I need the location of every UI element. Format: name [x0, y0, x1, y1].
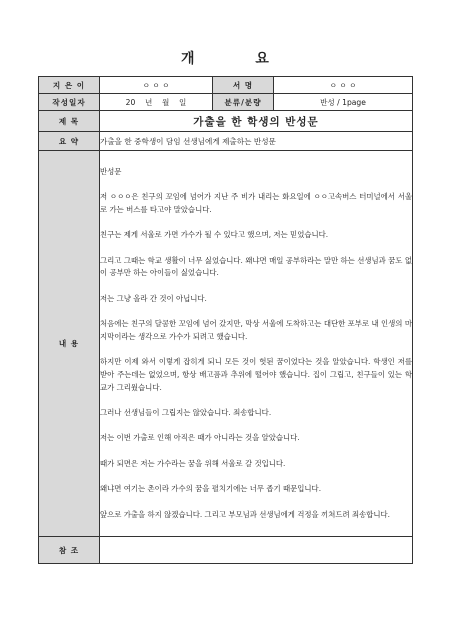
- author-value[interactable]: ㅇ ㅇ ㅇ: [100, 77, 213, 94]
- content-paragraph: 때가 되면은 저는 가수라는 꿈을 위해 서울로 갈 것입니다.: [100, 458, 286, 468]
- summary-form-table: [38, 76, 413, 564]
- subject-value[interactable]: 가출을 한 학생의 반성문: [100, 111, 413, 132]
- signature-label: 서 명: [213, 77, 274, 94]
- content-paragraph: 저는 이번 가출로 인해 아직은 때가 아니라는 것을 알았습니다.: [100, 433, 300, 443]
- content-paragraph: 친구는 제게 서울로 가면 가수가 될 수 있다고 했으며, 저는 믿었습니다.: [100, 230, 329, 240]
- content-paragraph: 처음에는 친구의 달콤한 꼬임에 넘어 갔지만, 막상 서울에 도착하고는 대단한 포부로 내 인생의 마지막이라는 생각으로 가수가 되려고 했습니다.: [100, 319, 412, 341]
- reference-label: 참 조: [39, 537, 100, 564]
- content-paragraph: 그리고 그때는 학교 생활이 너무 싫었습니다. 왜냐면 매일 공부하라는 말만 하는 선생님과 꿈도 없이 공부만 하는 아이들이 싫었습니다.: [100, 255, 412, 278]
- category-label: 분류/분량: [213, 94, 274, 111]
- summary-value[interactable]: 가출을 한 중학생이 담임 선생님에게 제출하는 반성문: [100, 132, 413, 151]
- content-body[interactable]: [100, 151, 413, 537]
- content-paragraph: 앞으로 가출을 하지 않겠습니다. 그리고 부모님과 선생님에게 걱정을 끼쳐드려 죄송합니다.: [100, 509, 391, 519]
- date-value[interactable]: 20 년 월 일: [100, 94, 213, 111]
- content-paragraph: 저는 그냥 올라 간 것이 아닙니다.: [100, 293, 207, 303]
- category-value[interactable]: 반성 / 1page: [274, 94, 413, 111]
- date-label: 작성일자: [39, 94, 100, 111]
- reference-value[interactable]: [100, 537, 413, 564]
- subject-label: 제 목: [39, 111, 100, 132]
- content-paragraph: 그러나 선생님들이 그립지는 않았습니다. 죄송합니다.: [100, 407, 272, 417]
- signature-value[interactable]: ㅇ ㅇ ㅇ: [274, 77, 413, 94]
- content-paragraph: 반성문: [100, 166, 122, 176]
- author-label: 지 은 이: [39, 77, 100, 94]
- content-paragraph: 왜냐면 여기는 촌이라 가수의 꿈을 펼치기에는 너무 좁기 때문입니다.: [100, 484, 322, 494]
- summary-label: 요 약: [39, 132, 100, 151]
- document-title: 개 요: [181, 51, 297, 67]
- content-paragraph: 저 ㅇㅇㅇ은 친구의 꼬임에 넘어가 지난 주 비가 내리는 화요일에 ㅇㅇ고속버스 터미널에서 서울로 가는 버스를 타고야 말았습니다.: [100, 192, 412, 214]
- content-paragraph: 하지만 이제 와서 이렇게 잡히게 되니 모든 것이 헛된 꿈이었다는 것을 알았습니다. 학생인 저를 받아 주는데는 없었으며, 항상 배고픔과 추위에 떨어야 했습니다. 집이 그립고, 친구들이 있는 학교가 그리웠습니다.: [100, 357, 412, 392]
- content-label: 내 용: [39, 151, 100, 537]
